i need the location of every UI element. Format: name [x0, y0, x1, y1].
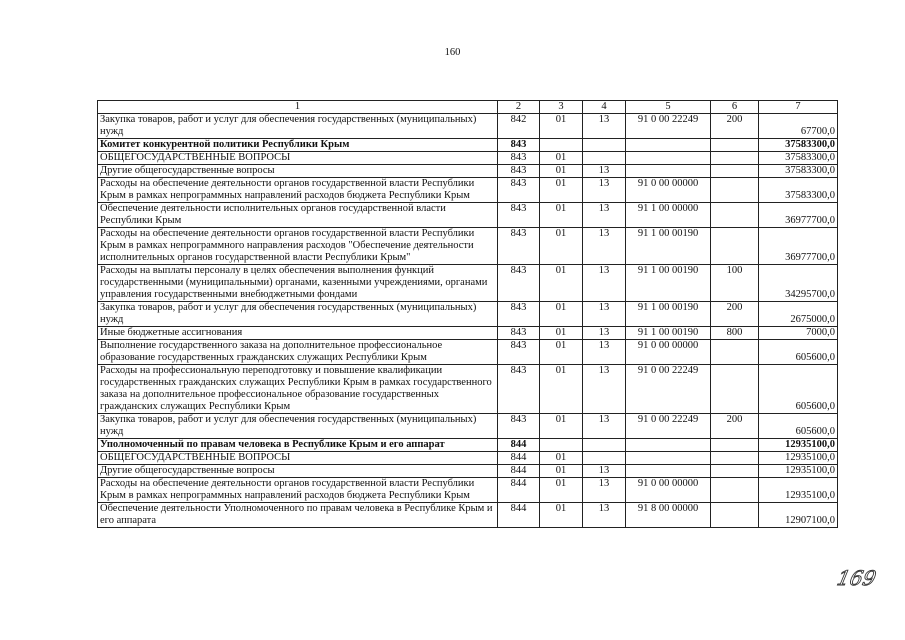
cell-admin-code: 843 [498, 340, 540, 365]
cell-amount: 67700,0 [759, 114, 838, 139]
cell-name: Расходы на выплаты персоналу в целях обеспечения выполнения функций государственными (муниципальными) органами, казенными учреждениями, органами управления государственными внебюджетными фондами [98, 265, 498, 302]
cell-name: Иные бюджетные ассигнования [98, 327, 498, 340]
cell-expense-type [711, 452, 759, 465]
cell-amount: 7000,0 [759, 327, 838, 340]
cell-name: Закупка товаров, работ и услуг для обеспечения государственных (муниципальных) нужд [98, 114, 498, 139]
cell-name: Расходы на профессиональную переподготовку и повышение квалификации государственных гражданских служащих Республики Крым в рамках государственного заказа на дополнительное профессиональное образование государственных гражданских служащих Республики Крым [98, 365, 498, 414]
cell-amount: 12907100,0 [759, 503, 838, 528]
cell-subsection: 13 [583, 203, 626, 228]
cell-target-article [626, 165, 711, 178]
cell-admin-code: 843 [498, 165, 540, 178]
cell-amount: 36977700,0 [759, 228, 838, 265]
cell-target-article [626, 452, 711, 465]
cell-amount: 2675000,0 [759, 302, 838, 327]
cell-amount: 37583300,0 [759, 139, 838, 152]
cell-section: 01 [540, 414, 583, 439]
svg-text:169: 169 [834, 566, 879, 590]
cell-admin-code: 843 [498, 414, 540, 439]
cell-subsection: 13 [583, 414, 626, 439]
cell-admin-code: 844 [498, 452, 540, 465]
cell-expense-type: 200 [711, 302, 759, 327]
cell-expense-type [711, 228, 759, 265]
table-row [98, 165, 838, 178]
cell-target-article: 91 1 00 00190 [626, 265, 711, 302]
table-row [98, 439, 838, 452]
table-row [98, 152, 838, 165]
cell-section: 01 [540, 178, 583, 203]
cell-admin-code: 843 [498, 203, 540, 228]
cell-name: ОБЩЕГОСУДАРСТВЕННЫЕ ВОПРОСЫ [98, 152, 498, 165]
table-body [98, 101, 838, 528]
table-row [98, 203, 838, 228]
cell-subsection: 13 [583, 228, 626, 265]
cell-target-article: 91 0 00 22249 [626, 114, 711, 139]
cell-admin-code: 843 [498, 139, 540, 152]
cell-admin-code: 843 [498, 228, 540, 265]
column-header-1: 1 [98, 101, 498, 114]
cell-expense-type [711, 139, 759, 152]
table-row [98, 365, 838, 414]
cell-admin-code: 843 [498, 302, 540, 327]
cell-name: Выполнение государственного заказа на дополнительное профессиональное образование государственных гражданских служащих Республики Крым [98, 340, 498, 365]
cell-amount: 12935100,0 [759, 465, 838, 478]
cell-target-article [626, 439, 711, 452]
cell-subsection [583, 439, 626, 452]
cell-amount: 605600,0 [759, 414, 838, 439]
cell-name: Закупка товаров, работ и услуг для обеспечения государственных (муниципальных) нужд [98, 414, 498, 439]
table-row [98, 228, 838, 265]
table-row [98, 265, 838, 302]
cell-expense-type [711, 478, 759, 503]
cell-admin-code: 844 [498, 439, 540, 452]
cell-amount: 36977700,0 [759, 203, 838, 228]
cell-name: Закупка товаров, работ и услуг для обеспечения государственных (муниципальных) нужд [98, 302, 498, 327]
cell-amount: 37583300,0 [759, 178, 838, 203]
cell-admin-code: 844 [498, 478, 540, 503]
cell-section: 01 [540, 152, 583, 165]
cell-section [540, 139, 583, 152]
cell-subsection: 13 [583, 165, 626, 178]
column-header-6: 6 [711, 101, 759, 114]
table-row [98, 478, 838, 503]
cell-admin-code: 844 [498, 503, 540, 528]
cell-amount: 37583300,0 [759, 152, 838, 165]
cell-subsection: 13 [583, 302, 626, 327]
column-header-7: 7 [759, 101, 838, 114]
cell-subsection: 13 [583, 265, 626, 302]
table-header-row [98, 101, 838, 114]
table-row [98, 178, 838, 203]
cell-section: 01 [540, 503, 583, 528]
cell-subsection: 13 [583, 327, 626, 340]
cell-admin-code: 843 [498, 365, 540, 414]
cell-expense-type: 100 [711, 265, 759, 302]
table-row [98, 452, 838, 465]
cell-section: 01 [540, 340, 583, 365]
cell-subsection: 13 [583, 365, 626, 414]
table-row [98, 465, 838, 478]
cell-target-article [626, 152, 711, 165]
cell-name: ОБЩЕГОСУДАРСТВЕННЫЕ ВОПРОСЫ [98, 452, 498, 465]
cell-section: 01 [540, 302, 583, 327]
table-row [98, 503, 838, 528]
cell-section: 01 [540, 114, 583, 139]
cell-section: 01 [540, 228, 583, 265]
cell-admin-code: 843 [498, 265, 540, 302]
cell-section: 01 [540, 165, 583, 178]
cell-admin-code: 843 [498, 327, 540, 340]
cell-subsection [583, 152, 626, 165]
cell-section: 01 [540, 465, 583, 478]
cell-amount: 605600,0 [759, 365, 838, 414]
cell-expense-type: 200 [711, 414, 759, 439]
column-header-5: 5 [626, 101, 711, 114]
cell-target-article: 91 1 00 00190 [626, 228, 711, 265]
cell-expense-type: 800 [711, 327, 759, 340]
cell-name: Уполномоченный по правам человека в Республике Крым и его аппарат [98, 439, 498, 452]
cell-target-article: 91 0 00 00000 [626, 478, 711, 503]
cell-subsection: 13 [583, 478, 626, 503]
cell-name: Обеспечение деятельности Уполномоченного по правам человека в Республике Крым и его аппарата [98, 503, 498, 528]
cell-name: Расходы на обеспечение деятельности органов государственной власти Республики Крым в рамках непрограммных направлений расходов бюджета Республики Крым [98, 178, 498, 203]
cell-expense-type [711, 203, 759, 228]
cell-expense-type [711, 439, 759, 452]
column-header-2: 2 [498, 101, 540, 114]
cell-admin-code: 844 [498, 465, 540, 478]
column-header-4: 4 [583, 101, 626, 114]
table-row [98, 340, 838, 365]
cell-admin-code: 842 [498, 114, 540, 139]
cell-amount: 12935100,0 [759, 452, 838, 465]
cell-expense-type [711, 465, 759, 478]
handwritten-page-number [834, 562, 880, 592]
cell-target-article: 91 0 00 22249 [626, 414, 711, 439]
cell-subsection [583, 452, 626, 465]
cell-target-article: 91 0 00 00000 [626, 178, 711, 203]
budget-table [97, 100, 838, 528]
cell-target-article: 91 0 00 22249 [626, 365, 711, 414]
table-row [98, 414, 838, 439]
cell-section: 01 [540, 478, 583, 503]
cell-target-article: 91 1 00 00190 [626, 327, 711, 340]
table-row [98, 139, 838, 152]
table-row [98, 114, 838, 139]
cell-expense-type [711, 165, 759, 178]
page-number: 160 [444, 47, 461, 58]
cell-section [540, 439, 583, 452]
table-row [98, 327, 838, 340]
cell-expense-type [711, 178, 759, 203]
cell-expense-type [711, 503, 759, 528]
cell-target-article [626, 139, 711, 152]
cell-name: Другие общегосударственные вопросы [98, 165, 498, 178]
cell-section: 01 [540, 365, 583, 414]
cell-subsection [583, 139, 626, 152]
cell-name: Другие общегосударственные вопросы [98, 465, 498, 478]
cell-amount: 34295700,0 [759, 265, 838, 302]
cell-section: 01 [540, 203, 583, 228]
cell-target-article: 91 8 00 00000 [626, 503, 711, 528]
cell-target-article: 91 1 00 00190 [626, 302, 711, 327]
cell-target-article: 91 1 00 00000 [626, 203, 711, 228]
cell-name: Обеспечение деятельности исполнительных органов государственной власти Республики Крым [98, 203, 498, 228]
cell-amount: 37583300,0 [759, 165, 838, 178]
cell-target-article: 91 0 00 00000 [626, 340, 711, 365]
cell-subsection: 13 [583, 340, 626, 365]
cell-name: Комитет конкурентной политики Республики Крым [98, 139, 498, 152]
cell-section: 01 [540, 327, 583, 340]
cell-subsection: 13 [583, 178, 626, 203]
cell-section: 01 [540, 452, 583, 465]
cell-amount: 12935100,0 [759, 478, 838, 503]
cell-name: Расходы на обеспечение деятельности органов государственной власти Республики Крым в рамках непрограммного направления расходов "Обеспечение деятельности исполнительных органов государственной власти Республики Крым" [98, 228, 498, 265]
cell-amount: 605600,0 [759, 340, 838, 365]
cell-admin-code: 843 [498, 178, 540, 203]
cell-subsection: 13 [583, 114, 626, 139]
cell-expense-type [711, 340, 759, 365]
cell-amount: 12935100,0 [759, 439, 838, 452]
column-header-3: 3 [540, 101, 583, 114]
cell-subsection: 13 [583, 503, 626, 528]
cell-expense-type [711, 365, 759, 414]
cell-subsection: 13 [583, 465, 626, 478]
table-row [98, 302, 838, 327]
cell-expense-type: 200 [711, 114, 759, 139]
cell-expense-type [711, 152, 759, 165]
cell-admin-code: 843 [498, 152, 540, 165]
cell-target-article [626, 465, 711, 478]
cell-section: 01 [540, 265, 583, 302]
cell-name: Расходы на обеспечение деятельности органов государственной власти Республики Крым в рамках непрограммных направлений расходов бюджета Республики Крым [98, 478, 498, 503]
